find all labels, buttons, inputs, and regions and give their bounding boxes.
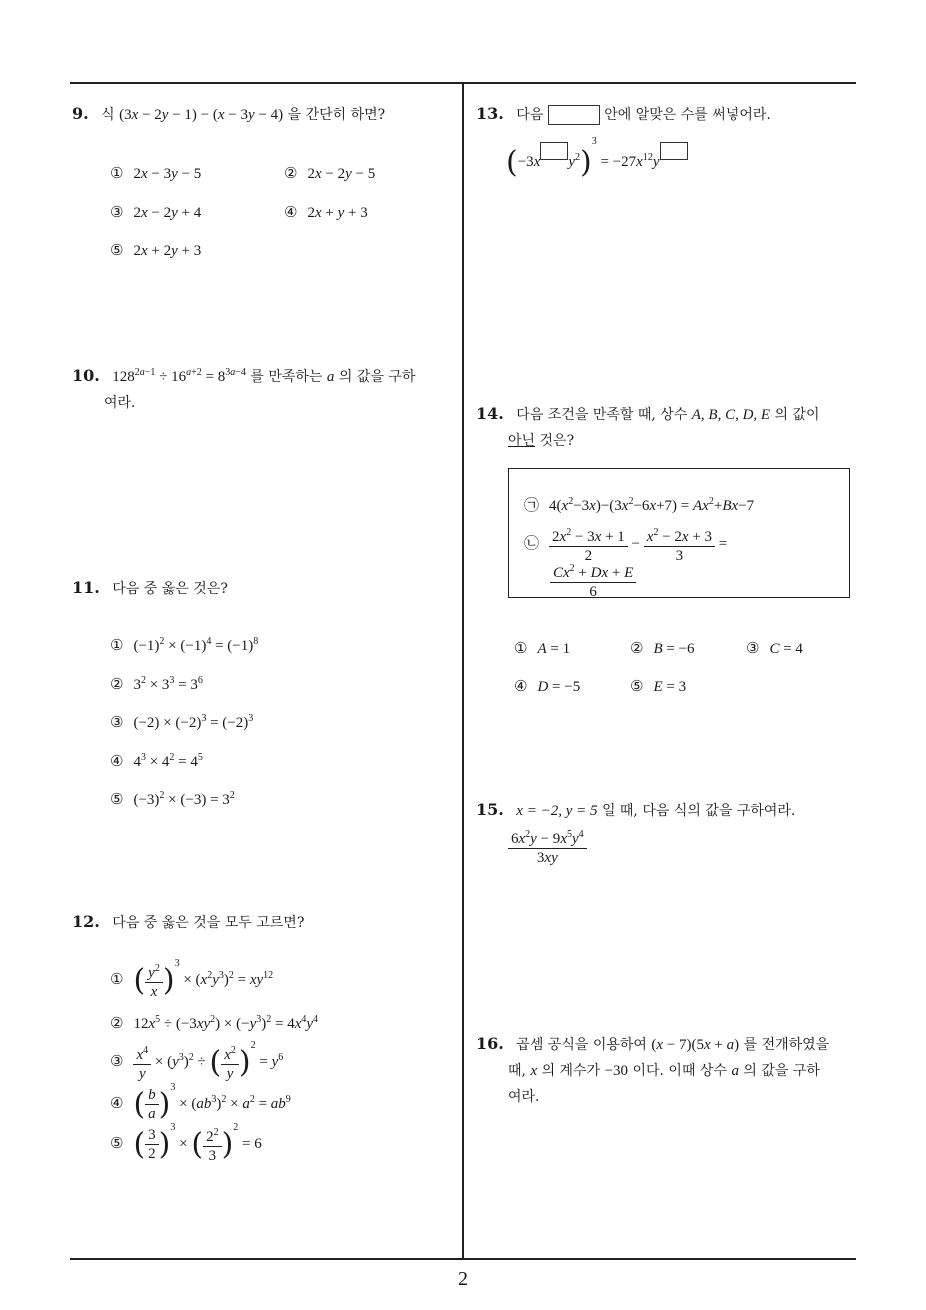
choice-2[interactable]: ② B = −6 <box>630 639 695 657</box>
choice-1[interactable]: ① 2x − 3y − 5 <box>110 164 202 182</box>
condition-2: ㉡ $\frac{2x^2 - 3x + 1}{2}$ − $\frac{x^2 - 2x + 3}{3}$ = <box>524 524 727 565</box>
column-divider <box>462 82 464 1259</box>
choice-4[interactable]: ④ D = −5 <box>514 677 581 695</box>
choice-3[interactable]: ③ $(-2) \times (-2)^3 = (-2)^3$ <box>110 713 254 731</box>
question-11 <box>72 578 228 598</box>
question-number: 16. <box>476 1034 504 1053</box>
choice-5[interactable]: ⑤ ( $\frac{3}{2}$ )$^3$ × ( $\frac{2^2}{3}$ )$^2$ = 6 <box>110 1122 262 1165</box>
question-15-expression: $\frac{6x^2y - 9x^5y^4}{3xy}$ <box>508 826 587 867</box>
choice-4[interactable]: ④ ( $\frac{b}{a}$ )$^3 \times (ab^3)^2 \times a^2 = ab^9$ <box>110 1082 291 1123</box>
choice-3[interactable]: ③ C = 4 <box>746 639 803 657</box>
choice-5[interactable]: ⑤ 2x + 2y + 3 <box>110 241 202 259</box>
question-number: 13. <box>476 104 504 123</box>
choice-1[interactable]: ① A = 1 <box>514 639 571 657</box>
question-15: 15. x = −2, y = 5 일 때, 다음 식의 값을 구하여라. <box>476 800 796 819</box>
question-14-continued: 아닌 것은? <box>508 433 575 449</box>
choice-3[interactable]: ③ 2x − 2y + 4 <box>110 203 202 221</box>
choice-2[interactable]: ② $3^2 \times 3^3 = 3^6$ <box>110 675 203 693</box>
question-number: 10. <box>72 366 100 385</box>
condition-1: ㉠ $4(x^2-3x)-(3x^2-6x+7) = Ax^2+Bx-7$ <box>524 496 755 514</box>
question-text: 식 <box>101 107 115 123</box>
math-expression: $128^{2a-1} \div 16^{a+2} = 8^{3a-4}$ <box>112 367 246 385</box>
question-text: 다음 중 옳은 것은? <box>112 581 228 597</box>
choice-2[interactable]: ② $12x^5 \div (-3xy^2) \times (-y^3)^2 = 4x^4y^4$ <box>110 1014 319 1032</box>
question-12 <box>72 912 304 932</box>
choice-5[interactable]: ⑤ E = 3 <box>630 677 687 695</box>
condition-2-result: $\frac{Cx^2 + Dx + E}{6}$ <box>550 560 636 601</box>
question-text: 다음 중 옳은 것을 모두 고르면? <box>112 915 305 931</box>
question-number: 11. <box>72 578 100 597</box>
question-9 <box>72 104 385 124</box>
answer-blank[interactable] <box>548 105 600 125</box>
question-number: 12. <box>72 912 100 931</box>
bottom-rule <box>70 1258 856 1260</box>
page-number: 2 <box>458 1268 468 1290</box>
question-16: 16. 곱셈 공식을 이용하여 (x − 7)(5x + a) 를 전개하였을 <box>476 1034 830 1053</box>
choice-1[interactable]: ① ( $\frac{y^2}{x}$ )$^3 \times (x^2y^3)^2 = xy^{12}$ <box>110 958 274 1001</box>
question-10-continued: 여라. <box>104 395 136 411</box>
question-number: 9. <box>72 104 89 123</box>
question-16-continued: 때, x 의 계수가 −30 이다. 이때 상수 a 의 값을 구하 <box>508 1063 820 1079</box>
choice-4[interactable]: ④ 2x + y + 3 <box>284 203 368 221</box>
answer-blank[interactable] <box>540 142 568 160</box>
question-number: 14. <box>476 404 504 423</box>
choice-3[interactable]: ③ $\frac{x^4}{y}$ × $(y^3)^2$ ÷ ( $\frac{x^2}{y}$ )$^2 = y^6$ <box>110 1040 284 1083</box>
math-expression: (3x − 2y − 1) − (x − 3y − 4) <box>119 107 284 123</box>
question-text: 을 간단히 하면? <box>287 107 386 123</box>
answer-blank[interactable] <box>660 142 688 160</box>
question-16-continued-2: 여라. <box>508 1089 540 1105</box>
question-13: 13. 다음 안에 알맞은 수를 써넣어라. <box>476 104 771 123</box>
choice-1[interactable]: ① $(-1)^2 \times (-1)^4 = (-1)^8$ <box>110 636 259 654</box>
question-14: 14. 다음 조건을 만족할 때, 상수 A, B, C, D, E 의 값이 <box>476 404 820 423</box>
question-10: 10. $128^{2a-1} \div 16^{a+2} = 8^{3a-4}$ 를 만족하는 a 의 값을 구하 <box>72 366 416 385</box>
question-number: 15. <box>476 800 504 819</box>
choice-2[interactable]: ② 2x − 2y − 5 <box>284 164 376 182</box>
choice-4[interactable]: ④ $4^3 \times 4^2 = 4^5$ <box>110 752 203 770</box>
question-13-equation: (−3x $y^2)^3 = -27x^{12}y$ <box>506 136 688 180</box>
choice-5[interactable]: ⑤ $(-3)^2 \times (-3) = 3^2$ <box>110 790 235 808</box>
